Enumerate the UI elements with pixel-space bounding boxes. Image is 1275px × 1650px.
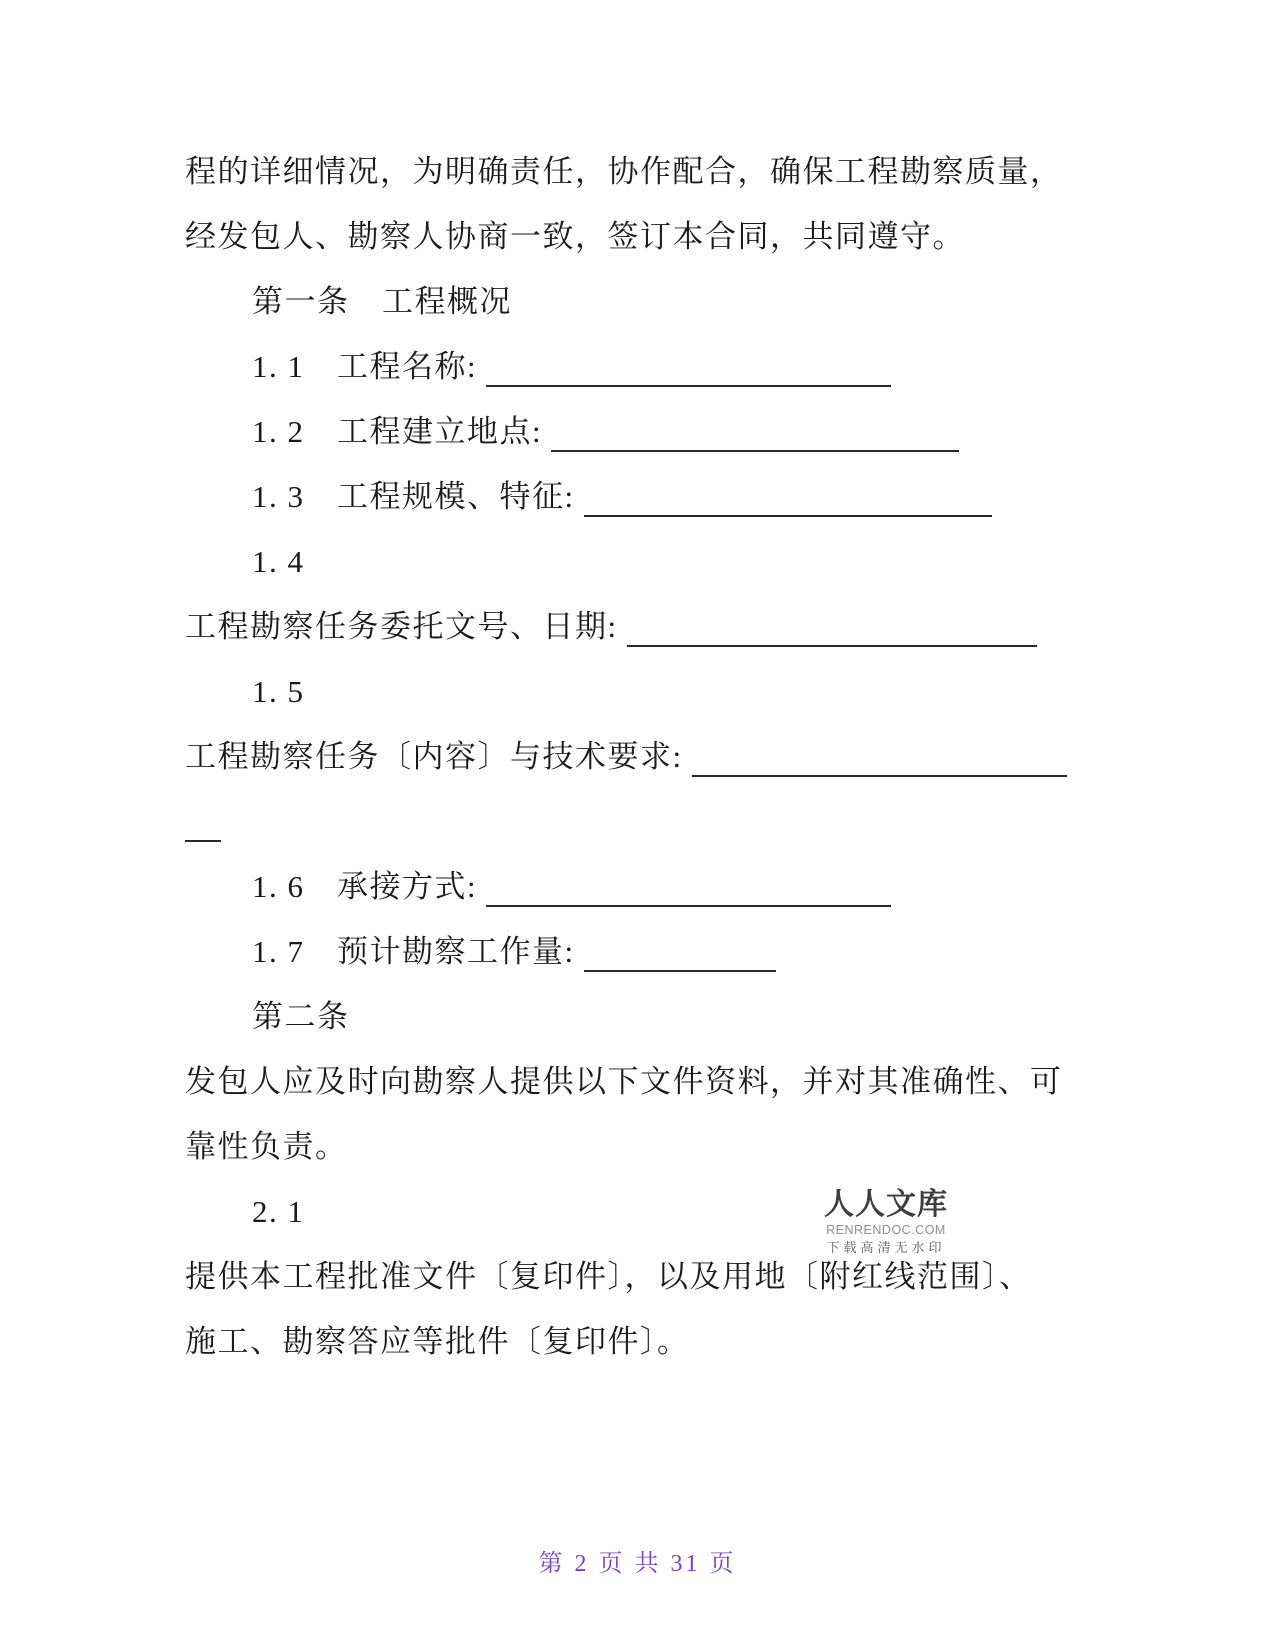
document-line — [185, 865, 1105, 930]
blank-field — [692, 739, 1067, 777]
line-text: 1. 2 工程建立地点: — [252, 414, 552, 449]
document-line — [185, 605, 1105, 670]
document-line — [185, 800, 1105, 865]
document-line — [185, 1255, 1105, 1320]
document-line — [185, 280, 1105, 345]
blank-field — [486, 349, 891, 387]
watermark-logo-text: 人人文库 — [824, 1188, 948, 1221]
document-line — [185, 540, 1105, 605]
line-text: 工程勘察任务委托文号、日期: — [185, 609, 627, 644]
watermark — [820, 1190, 952, 1254]
line-text: 1. 4 — [252, 544, 305, 579]
line-text: 发包人应及时向勘察人提供以下文件资料，并对其准确性、可 — [185, 1064, 1063, 1099]
line-text: 1. 3 工程规模、特征: — [252, 479, 584, 514]
document-line — [185, 930, 1105, 995]
document-line — [185, 995, 1105, 1060]
document-line — [185, 670, 1105, 735]
line-text: 1. 7 预计勘察工作量: — [252, 934, 584, 969]
line-text: 经发包人、勘察人协商一致，签订本合同，共同遵守。 — [185, 219, 965, 254]
line-text: 1. 5 — [252, 674, 305, 709]
document-body — [185, 150, 1105, 1385]
blank-field — [627, 609, 1037, 647]
document-line — [185, 1125, 1105, 1190]
line-text: 第一条 工程概况 — [252, 284, 512, 319]
document-line — [185, 1060, 1105, 1125]
document-line — [185, 1320, 1105, 1385]
document-line — [185, 345, 1105, 410]
line-text: 工程勘察任务〔内容〕与技术要求: — [185, 739, 692, 774]
line-text: 提供本工程批准文件〔复印件〕，以及用地〔附红线范围〕、 — [185, 1259, 1032, 1294]
blank-field — [584, 479, 992, 517]
document-line — [185, 410, 1105, 475]
line-text: 1. 1 工程名称: — [252, 349, 487, 384]
document-line — [185, 475, 1105, 540]
document-line — [185, 215, 1105, 280]
blank-field — [486, 869, 891, 907]
page-number-footer: 第 2 页 共 31 页 — [538, 1551, 737, 1577]
line-text: 第二条 — [252, 999, 350, 1034]
watermark-slogan: 下载高清无水印 — [826, 1239, 946, 1255]
blank-field — [551, 414, 959, 452]
document-line — [185, 1190, 1105, 1255]
document-line — [185, 150, 1105, 215]
blank-field — [185, 804, 221, 842]
blank-field — [584, 934, 776, 972]
document-line — [185, 735, 1105, 800]
line-text: 施工、勘察答应等批件〔复印件〕。 — [185, 1324, 690, 1359]
line-text: 靠性负责。 — [185, 1129, 348, 1164]
watermark-domain: RENRENDOC.COM — [826, 1223, 946, 1237]
line-text: 2. 1 — [252, 1194, 305, 1229]
line-text: 1. 6 承接方式: — [252, 869, 487, 904]
line-text: 程的详细情况，为明确责任，协作配合，确保工程勘察质量， — [185, 154, 1063, 189]
